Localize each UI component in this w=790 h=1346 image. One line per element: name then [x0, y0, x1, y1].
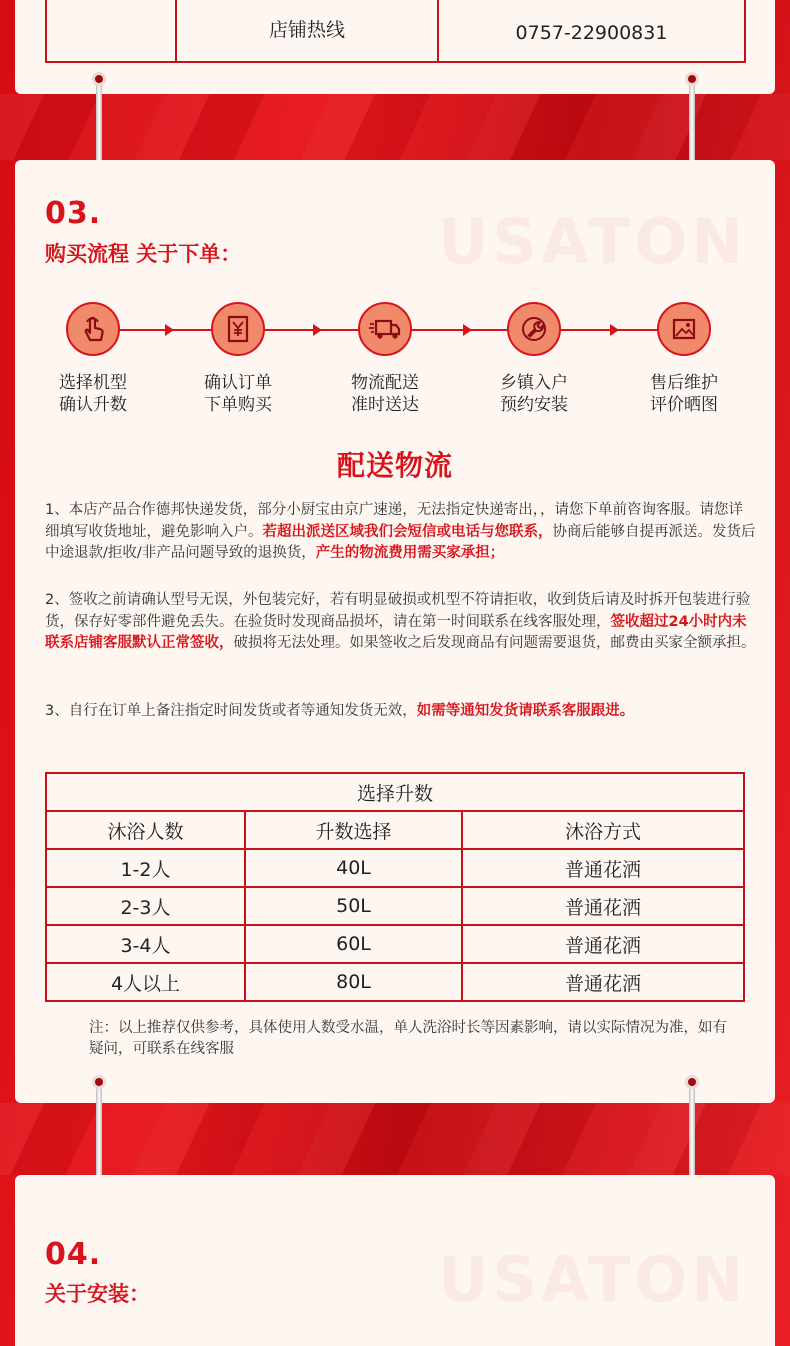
table-cell: 普通花洒: [462, 887, 744, 925]
text-run: 破损将无法处理。如果签收之后发现商品有问题需要退货，邮费由买家全额承担。: [233, 635, 756, 651]
hotline-label: 店铺热线: [177, 0, 439, 61]
logistics-paragraph-1: [45, 500, 757, 565]
step-label-line2: 准时送达: [351, 395, 419, 415]
table-note: 注：以上推荐仅供参考，具体使用人数受水温，单人洗浴时长等因素影响，请以实际情况为准，如有疑问，可联系在线客服: [89, 1020, 727, 1057]
table-cell: 普通花洒: [462, 849, 744, 887]
brand-watermark: USATON: [437, 205, 747, 278]
step-label-line1: 确认订单: [204, 373, 272, 393]
table-header: 沐浴人数: [46, 811, 245, 849]
brand-watermark: USATON: [437, 1243, 747, 1316]
capacity-table: [45, 772, 745, 1002]
table-row: [46, 963, 744, 1001]
step-label-line2: 确认升数: [59, 395, 127, 415]
step-label-line2: 预约安装: [500, 395, 568, 415]
section-title: 关于安装：: [45, 1282, 150, 1306]
installation-card: [15, 1175, 775, 1346]
process-step: [173, 302, 303, 416]
purchase-process-card: [15, 160, 775, 1103]
table-cell: 50L: [245, 887, 462, 925]
logistics-title: 配送物流: [336, 449, 453, 482]
step-label-line1: 物流配送: [351, 373, 419, 393]
table-header: 沐浴方式: [462, 811, 744, 849]
red-banner-stripe: [0, 94, 790, 160]
hotline-number: 0757-22900831: [515, 21, 668, 44]
table-cell: 4人以上: [46, 963, 245, 1001]
process-step: [619, 302, 749, 416]
receipt-yen-icon: [211, 302, 265, 356]
image-icon: [657, 302, 711, 356]
delivery-truck-icon: [358, 302, 412, 356]
logistics-paragraph-2: [45, 590, 757, 655]
highlight-text: 签收超过24小时内未联系店铺客服默认正常签收，: [45, 613, 747, 651]
step-label-line2: 下单购买: [204, 395, 272, 415]
step-label-line1: 乡镇入户: [500, 373, 568, 393]
step-label-line1: 选择机型: [59, 373, 127, 393]
process-step: [28, 302, 158, 416]
table-cell: 3-4人: [46, 925, 245, 963]
table-row: [46, 887, 744, 925]
text-run: 1、本店产品合作德邦快递发货，部分小厨宝由京广速递，无法指定快递寄出，，请您下单前咨询客服。请您详细填写收货地址，避免影响入户。: [45, 502, 743, 540]
table-cell-empty: [47, 0, 177, 61]
arrow-icon: [610, 324, 619, 336]
table-cell: 80L: [245, 963, 462, 1001]
wrench-icon: [507, 302, 561, 356]
highlight-text: 产生的物流费用需买家承担；: [315, 545, 505, 561]
logistics-paragraph-3: [45, 701, 757, 723]
highlight-text: 如需等通知发货请联系客服跟进。: [416, 703, 635, 719]
table-row: [46, 925, 744, 963]
table-cell: 2-3人: [46, 887, 245, 925]
text-run: 2、签收之前请确认型号无误，外包装完好，若有明显破损或机型不符请拒收，收到货后请及时拆开包装进行验货，保存好零部件避免丢失。在验货时发现商品损坏，请在第一时间联系在线客服处理，: [45, 592, 751, 630]
table-header: 升数选择: [245, 811, 462, 849]
section-number: 04.: [45, 1237, 102, 1272]
step-label-line2: 评价晒图: [650, 395, 718, 415]
text-run: 3、自行在订单上备注指定时间发货或者等通知发货无效，: [45, 703, 417, 719]
process-step: [469, 302, 599, 416]
table-title: 选择升数: [46, 773, 744, 811]
table-cell: 40L: [245, 849, 462, 887]
table-cell: 60L: [245, 925, 462, 963]
table-cell: 1-2人: [46, 849, 245, 887]
process-step: [320, 302, 450, 416]
section-title: 购买流程 关于下单：: [45, 242, 242, 266]
hand-tap-icon: [66, 302, 120, 356]
contact-table: [45, 0, 746, 63]
table-row: [46, 849, 744, 887]
contact-card: [15, 0, 775, 94]
red-banner-stripe: [0, 1103, 790, 1175]
section-number: 03.: [45, 196, 102, 231]
table-cell: 普通花洒: [462, 963, 744, 1001]
text-run: 协商后能够自提再派送。发货后中途退款/拒收/非产品问题导致的退换货，: [45, 523, 756, 561]
step-label-line1: 售后维护: [650, 373, 718, 393]
highlight-text: 若超出派送区域我们会短信或电话与您联系，: [262, 523, 553, 540]
table-cell: 普通花洒: [462, 925, 744, 963]
